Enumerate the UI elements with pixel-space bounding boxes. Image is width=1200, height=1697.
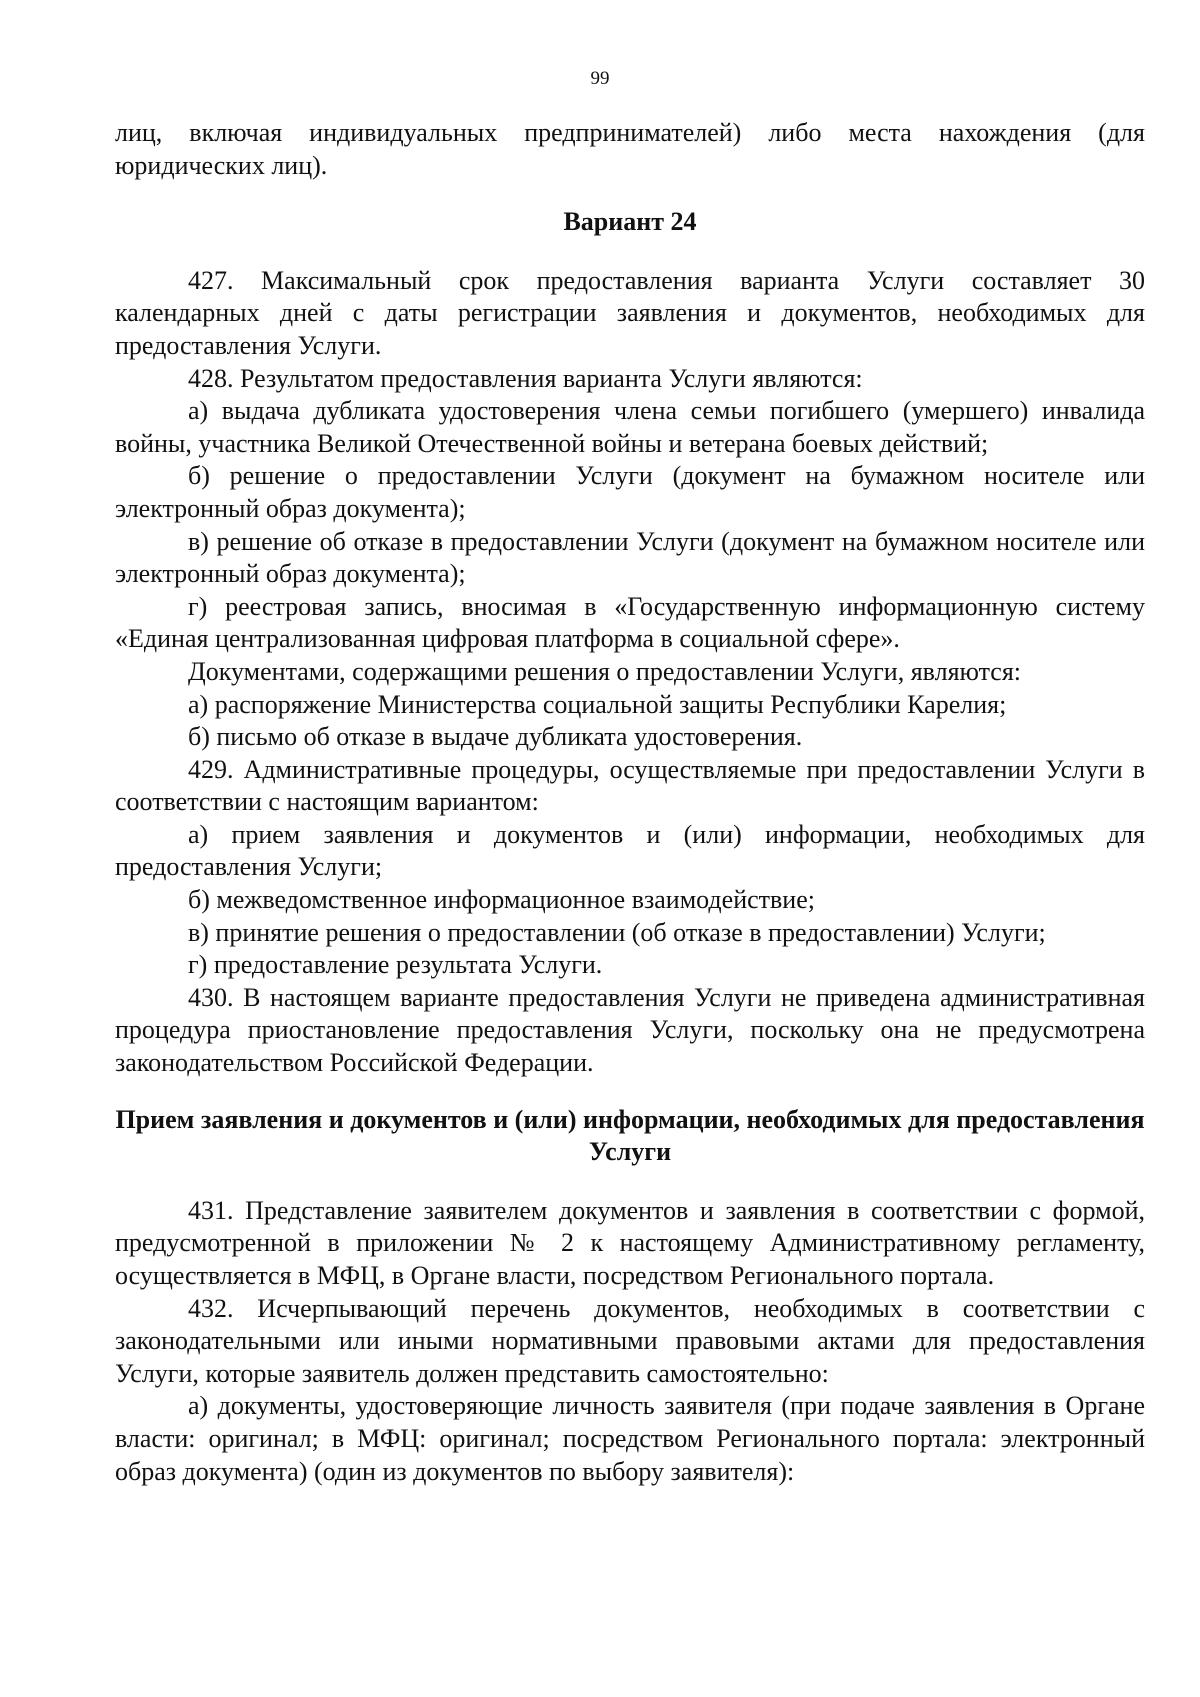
list-item-429-v: в) принятие решения о предоставлении (об отказе в предоставлении) Услуги; <box>188 917 1046 947</box>
paragraph-continued: лиц, включая индивидуальных предпринимателей) либо места нахождения (для юридических лиц). <box>115 118 1145 180</box>
document-body <box>115 117 1145 1488</box>
page-number: 99 <box>590 68 610 89</box>
paragraph-431: 431. Представление заявителем документов и заявления в соответствии с формой, предусмотренной в приложении № 2 к настоящему Административному регламенту, осуществляется в МФЦ, в Органе власти, посредством Регионального портала. <box>115 1195 1145 1290</box>
list-item-429-b: б) межведомственное информационное взаимодействие; <box>188 885 815 915</box>
list-item-429-a: а) прием заявления и документов и (или) информации, необходимых для предоставления Услуги; <box>115 819 1145 882</box>
list-item-428-b: б) решение о предоставлении Услуги (документ на бумажном носителе или электронный образ документа); <box>115 461 1145 523</box>
list-item-429-g: г) предоставление результата Услуги. <box>188 950 603 980</box>
paragraph-427: 427. Максимальный срок предоставления варианта Услуги составляет 30 календарных дней с даты регистрации заявления и документов, необходимых для предоставления Услуги. <box>115 265 1145 360</box>
paragraph-429: 429. Административные процедуры, осуществляемые при предоставлении Услуги в соответствии с настоящим вариантом: <box>115 754 1145 817</box>
paragraph-430: 430. В настоящем варианте предоставления Услуги не приведена административная процедура приостановление предоставления Услуги, поскольку она не предусмотрена законодательством Российской Федерации. <box>115 982 1145 1078</box>
list-item-428-g: г) реестровая запись, вносимая в «Государственную информационную систему «Единая централизованная цифровая платформа в социальной сфере». <box>115 591 1145 654</box>
heading-section: Прием заявления и документов и (или) информации, необходимых для предоставления Услуги <box>115 1104 1145 1167</box>
list-item-decision-a: а) распоряжение Министерства социальной защиты Республики Карелия; <box>188 689 1007 719</box>
list-item-432-a: а) документы, удостоверяющие личность заявителя (при подаче заявления в Органе власти: оригинал; в МФЦ: оригинал; посредством Регионального портала: электронный образ документа) (один из документов по выбору заявителя): <box>115 1391 1145 1486</box>
list-item-428-a: а) выдача дубликата удостоверения члена семьи погибшего (умершего) инвалида войны, участника Великой Отечественной войны и ветерана боевых действий; <box>115 396 1145 458</box>
paragraph-428: 428. Результатом предоставления варианта Услуги являются: <box>188 363 863 393</box>
list-item-decision-b: б) письмо об отказе в выдаче дубликата удостоверения. <box>188 722 803 752</box>
heading-variant: Вариант 24 <box>563 207 697 237</box>
list-item-428-v: в) решение об отказе в предоставлении Услуги (документ на бумажном носителе или электронный образ документа); <box>115 526 1145 589</box>
paragraph-432: 432. Исчерпывающий перечень документов, необходимых в соответствии с законодательными или иными нормативными правовыми актами для предоставления Услуги, которые заявитель должен представить самостоятельно: <box>115 1293 1145 1388</box>
paragraph-decision-docs: Документами, содержащими решения о предоставлении Услуги, являются: <box>188 656 1022 686</box>
